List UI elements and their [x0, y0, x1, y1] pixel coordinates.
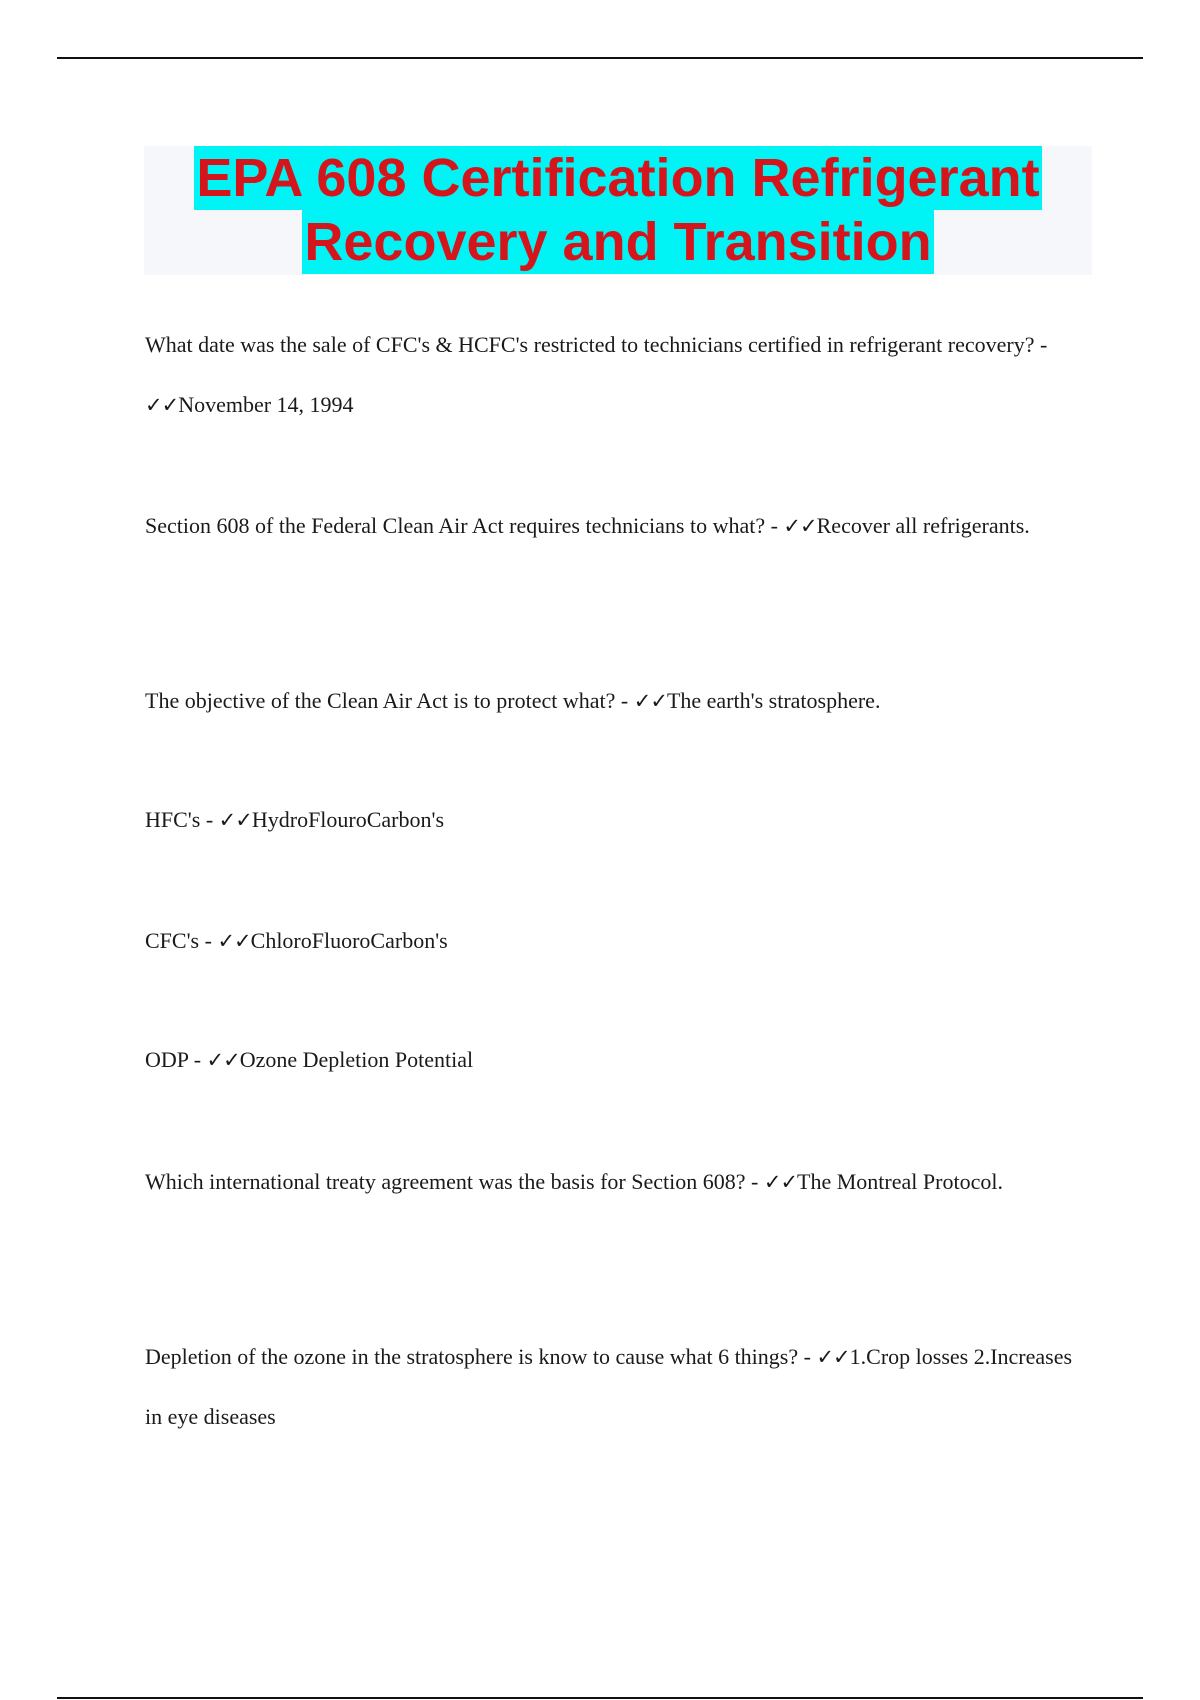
qa-question: Depletion of the ozone in the stratosphere is know to cause what 6 things? -	[145, 1344, 817, 1369]
qa-answer: November 14, 1994	[178, 392, 354, 417]
document-title-line-1	[144, 146, 1092, 210]
qa-item	[145, 315, 1075, 435]
bottom-rule	[57, 1697, 1143, 1699]
double-check-icon: ✓✓	[816, 1345, 850, 1369]
document-title-text-1: EPA 608 Certification Refrigerant	[196, 148, 1040, 208]
qa-answer: Ozone Depletion Potential	[239, 1047, 474, 1072]
qa-question: ODP -	[145, 1047, 207, 1072]
qa-item	[145, 1327, 1075, 1447]
qa-item	[145, 1030, 1075, 1090]
double-check-icon: ✓✓	[633, 689, 667, 713]
double-check-icon: ✓✓	[763, 1170, 798, 1194]
qa-question: What date was the sale of CFC's & HCFC's restricted to technicians certified in refrigerant recovery? -	[145, 332, 1048, 357]
qa-item	[145, 671, 1075, 731]
double-check-icon: ✓✓	[217, 929, 251, 953]
document-title-text-2: Recovery and Transition	[304, 212, 932, 272]
document-title-line-2	[144, 210, 1092, 274]
qa-answer: Recover all refrigerants.	[816, 513, 1030, 538]
qa-item	[145, 1152, 1075, 1212]
qa-item	[145, 496, 1075, 556]
qa-answer: The earth's stratosphere.	[666, 688, 881, 713]
qa-answer: 1.Crop losses 2.Increases in eye diseases	[145, 1344, 1073, 1429]
qa-answer: The Montreal Protocol.	[797, 1169, 1003, 1194]
double-check-icon: ✓✓	[206, 1048, 240, 1072]
qa-item	[145, 790, 1075, 850]
qa-question: CFC's -	[145, 928, 218, 953]
qa-question: HFC's -	[145, 807, 219, 832]
qa-question: Section 608 of the Federal Clean Air Act requires technicians to what? -	[145, 513, 784, 538]
qa-answer: HydroFlouroCarbon's	[251, 807, 445, 832]
double-check-icon: ✓✓	[218, 808, 252, 832]
double-check-icon: ✓✓	[145, 393, 179, 417]
qa-item	[145, 911, 1075, 971]
qa-question: Which international treaty agreement was the basis for Section 608? -	[145, 1169, 764, 1194]
document-title-block	[144, 146, 1092, 275]
qa-answer: ChloroFluoroCarbon's	[250, 928, 448, 953]
qa-question: The objective of the Clean Air Act is to protect what? -	[145, 688, 634, 713]
double-check-icon: ✓✓	[783, 514, 817, 538]
top-rule	[57, 57, 1143, 59]
